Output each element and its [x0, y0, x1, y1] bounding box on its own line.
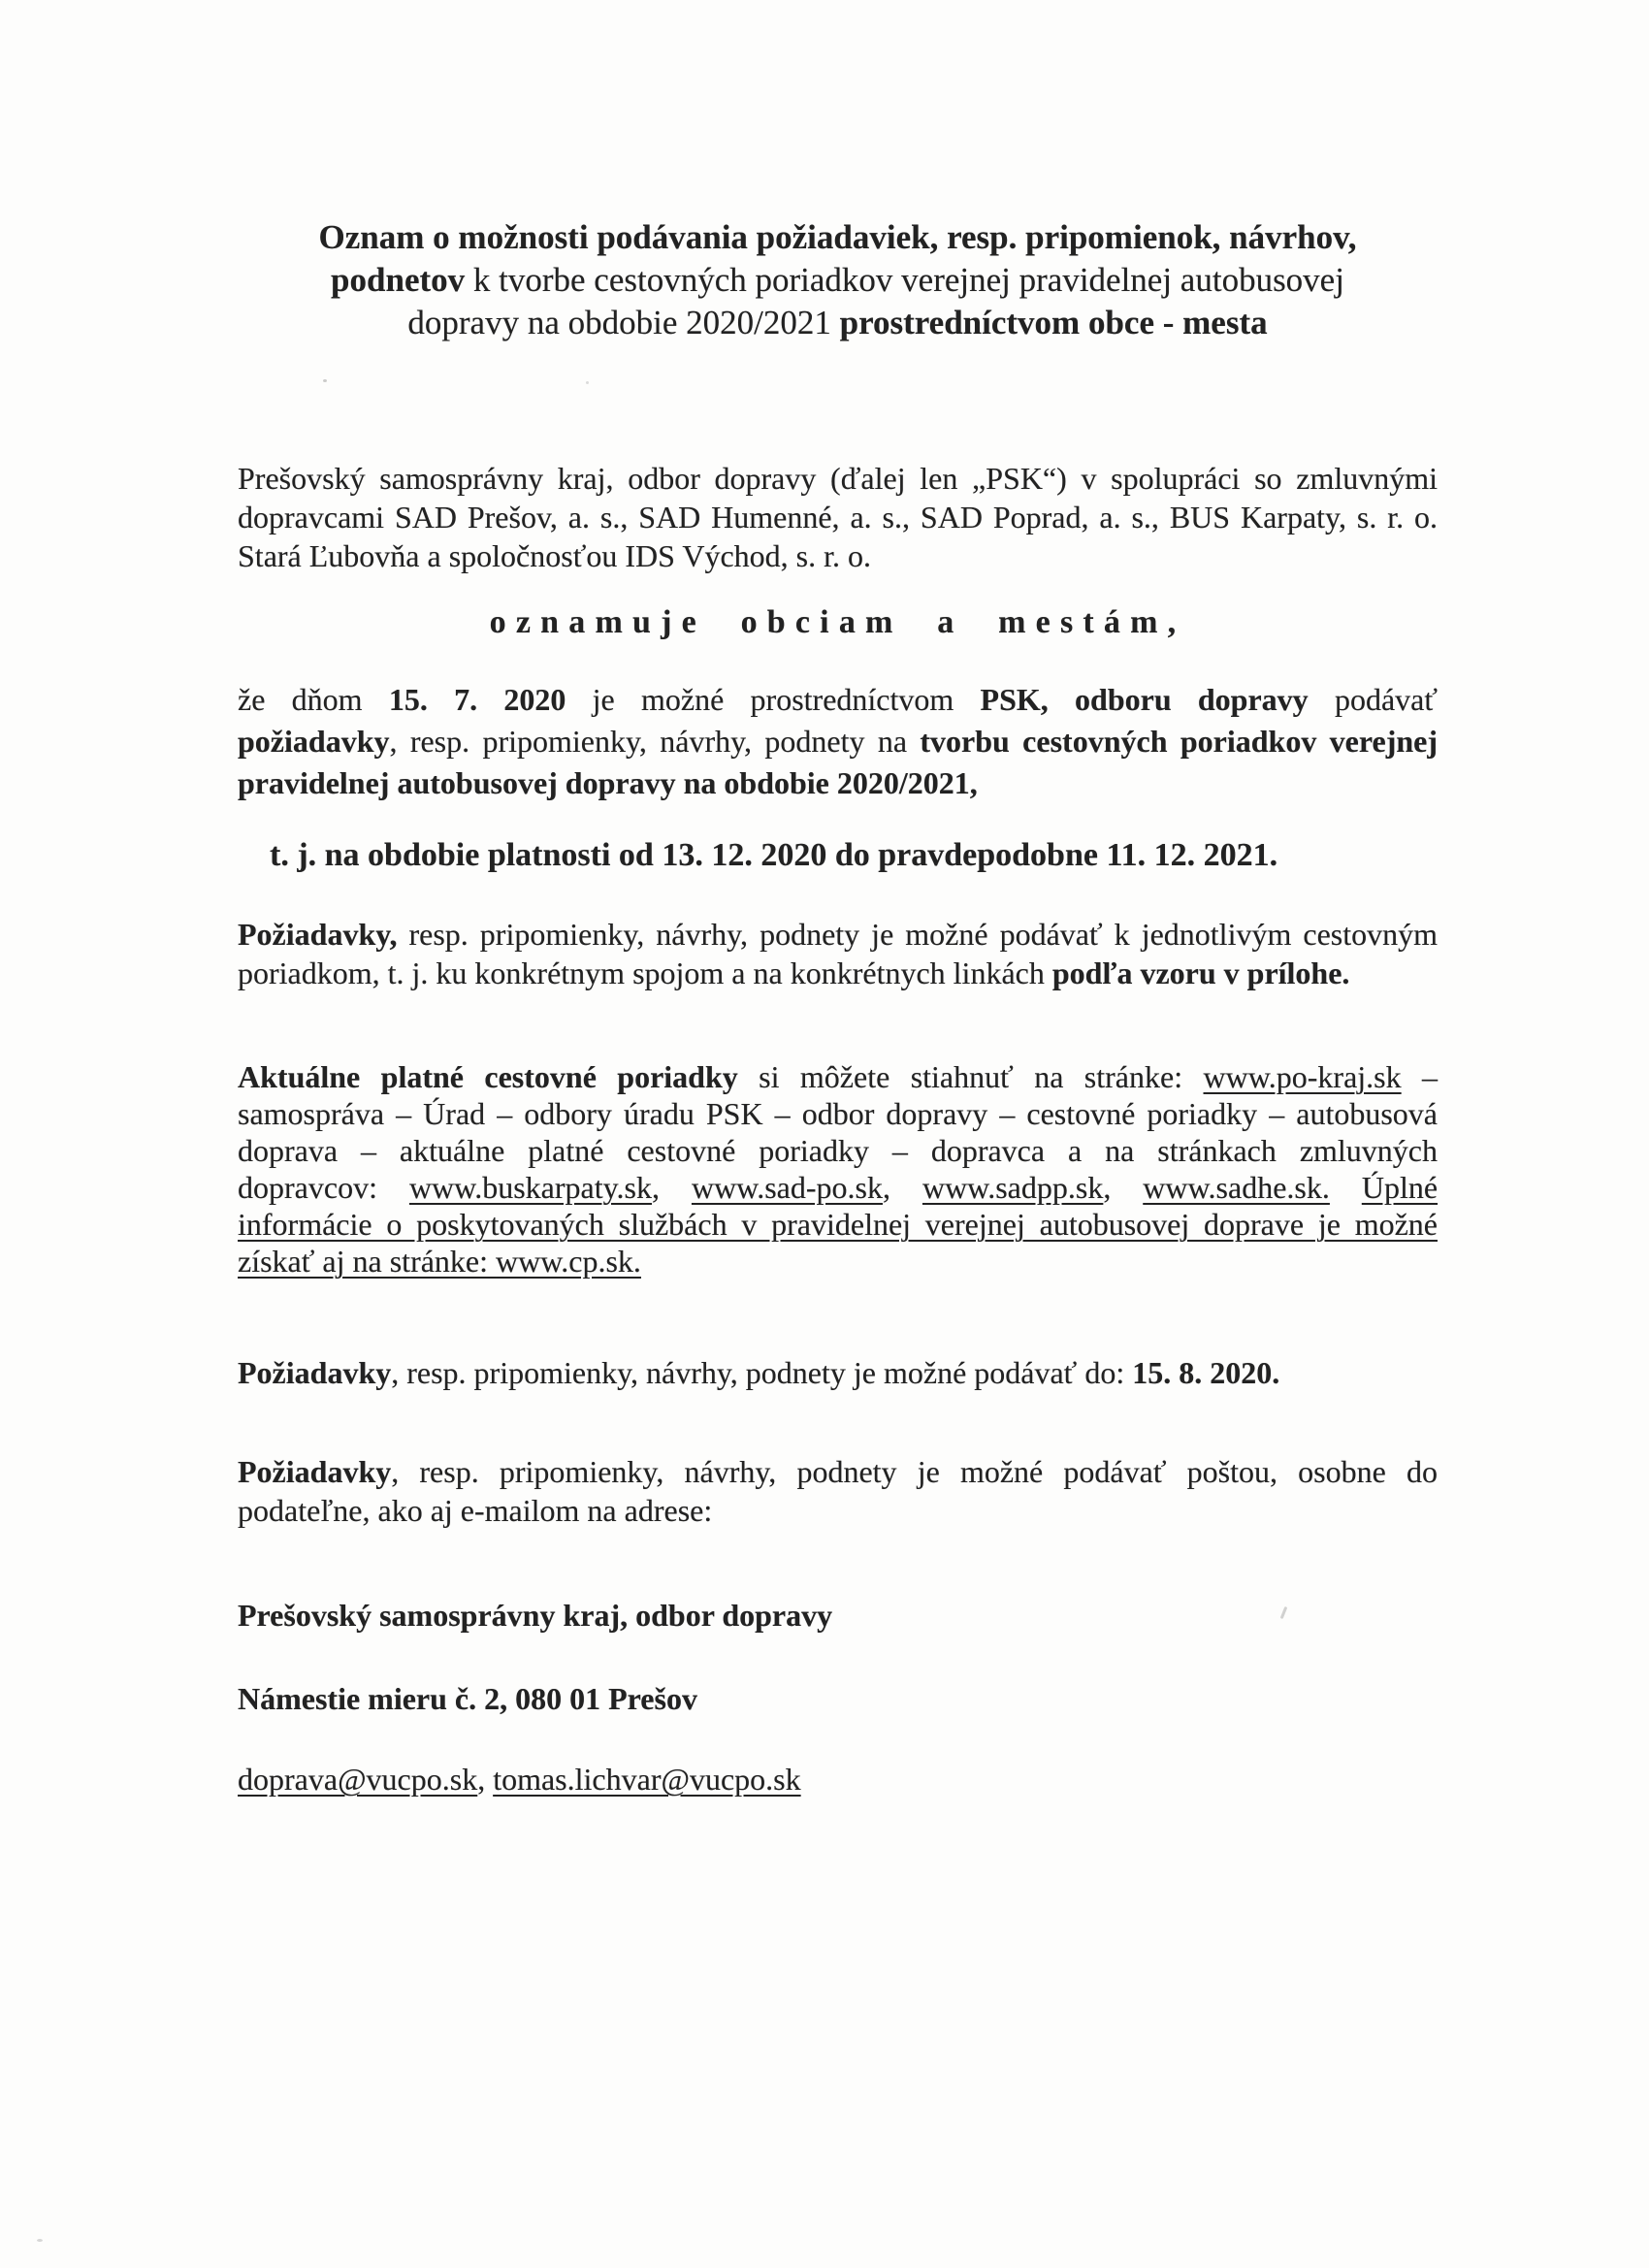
paragraph-intro	[238, 459, 1438, 575]
text-segment: že dňom	[238, 682, 389, 717]
text-segment: , resp. pripomienky, návrhy, podnety je možné podávať poštou, osobne do	[391, 1454, 1438, 1489]
text-segment: podávať	[1308, 682, 1439, 717]
text-segment: Požiadavky	[238, 1355, 392, 1390]
text-segment: Prešovský samosprávny kraj, odbor dopravy (ďalej len „PSK“) v spolupráci so zmluvnými	[238, 461, 1438, 496]
text-segment: získať aj na stránke:	[238, 1244, 497, 1279]
scan-artifact	[586, 381, 589, 384]
text-segment: Požiadavky,	[238, 917, 398, 952]
text-segment: dopravcov:	[238, 1170, 409, 1205]
text-line	[238, 679, 1438, 721]
text-segment	[1330, 1170, 1362, 1205]
text-segment: Oznam o možnosti podávania požiadaviek, resp. pripomienok, návrhov,	[318, 218, 1357, 256]
text-segment: ,	[477, 1762, 494, 1797]
text-line	[238, 302, 1438, 344]
text-line	[238, 1452, 1438, 1491]
text-line	[238, 1760, 1438, 1798]
text-segment: Aktuálne platné cestovné poriadky	[238, 1059, 738, 1094]
paragraph-deadline	[238, 1353, 1438, 1392]
text-segment: resp. pripomienky, návrhy, podnety je možné podávať k jednotlivým cestovným	[397, 917, 1438, 952]
text-segment: Stará Ľubovňa a spoločnosťou IDS Východ, s. r. o.	[238, 538, 872, 573]
footer-organization: Prešovský samosprávny kraj, odbor dopravy	[238, 1598, 833, 1633]
text-segment: –	[1401, 1059, 1439, 1094]
text-line	[238, 1206, 1438, 1243]
link-www-cp-sk: www.cp.sk.	[496, 1244, 641, 1279]
text-segment: podnetov	[331, 261, 466, 299]
text-line	[238, 1095, 1438, 1132]
paragraph-requests-detail	[238, 915, 1438, 992]
footer-emails	[238, 1760, 1438, 1798]
text-segment: podateľne, ako aj e-mailom na adrese:	[238, 1493, 713, 1528]
text-line	[238, 762, 1438, 804]
text-segment: ,	[882, 1170, 922, 1205]
text-line	[238, 721, 1438, 762]
link-www-sadhe-sk: www.sadhe.sk.	[1143, 1170, 1330, 1205]
text-segment: Požiadavky	[238, 1454, 392, 1489]
text-segment: dopravcami SAD Prešov, a. s., SAD Humenné, a. s., SAD Poprad, a. s., BUS Karpaty, s. r. o.	[238, 500, 1438, 535]
text-line	[238, 536, 1438, 575]
text-segment: poriadkom, t. j. ku konkrétnym spojom a na konkrétnych linkách	[238, 956, 1052, 990]
text-segment: ,	[651, 1170, 692, 1205]
text-segment: doprava – aktuálne platné cestovné poriadky – dopravca a na stránkach zmluvných	[238, 1133, 1438, 1168]
paragraph-submission-methods	[238, 1452, 1438, 1530]
footer-address: Námestie mieru č. 2, 080 01 Prešov	[238, 1681, 697, 1716]
email-doprava-vucpo-sk: doprava@vucpo.sk	[238, 1762, 478, 1797]
scan-artifact	[37, 2239, 43, 2242]
text-line	[238, 1353, 1438, 1392]
announcement-line: oznamuje obciam a mestám,	[489, 604, 1186, 640]
link-www-po-kraj-sk: www.po-kraj.sk	[1203, 1059, 1402, 1094]
paragraph-notice	[238, 679, 1438, 804]
text-line	[238, 1169, 1438, 1206]
text-line	[238, 1132, 1438, 1169]
text-line	[238, 498, 1438, 536]
text-segment: si môžete stiahnuť na stránke:	[737, 1059, 1204, 1094]
text-segment: ,	[1103, 1170, 1144, 1205]
document-content	[238, 216, 1438, 1798]
text-segment: 15. 8. 2020.	[1132, 1355, 1280, 1390]
text-segment: tvorbu cestovných poriadkov verejnej	[920, 724, 1439, 759]
paragraph-timetables-info	[238, 1058, 1438, 1280]
document-title	[238, 216, 1438, 344]
text-line	[238, 459, 1438, 498]
text-segment: Úplné	[1361, 1170, 1439, 1205]
text-segment: , resp. pripomienky, návrhy, podnety je možné podávať do:	[391, 1355, 1133, 1390]
email-tomas-lichvar-vucpo-sk: tomas.lichvar@vucpo.sk	[493, 1762, 801, 1797]
text-segment: dopravy na obdobie 2020/2021	[407, 304, 840, 341]
validity-period-line: t. j. na obdobie platnosti od 13. 12. 2020 do pravdepodobne 11. 12. 2021.	[270, 837, 1278, 873]
link-www-buskarpaty-sk: www.buskarpaty.sk	[408, 1170, 652, 1205]
text-line	[238, 954, 1438, 992]
link-www-sadpp-sk: www.sadpp.sk	[922, 1170, 1104, 1205]
text-segment: PSK, odboru dopravy	[980, 682, 1309, 717]
text-segment: pravidelnej autobusovej dopravy na obdobie 2020/2021,	[238, 765, 978, 800]
text-line	[238, 1491, 1438, 1530]
text-segment: 15. 7. 2020	[388, 682, 566, 717]
text-segment: požiadavky	[238, 724, 390, 759]
text-segment: k tvorbe cestovných poriadkov verejnej pravidelnej autobusovej	[465, 261, 1344, 299]
text-segment: , resp. pripomienky, návrhy, podnety na	[389, 724, 921, 759]
text-segment: informácie o poskytovaných službách v pravidelnej verejnej autobusovej doprave je možné	[238, 1207, 1438, 1242]
link-www-sad-po-sk: www.sad-po.sk	[691, 1170, 883, 1205]
text-line	[238, 1058, 1438, 1095]
text-segment: samospráva – Úrad – odbory úradu PSK – odbor dopravy – cestovné poriadky – autobusová	[238, 1096, 1438, 1131]
text-line	[238, 259, 1438, 302]
text-line	[238, 915, 1438, 954]
text-segment: prostredníctvom obce - mesta	[839, 304, 1268, 341]
text-line	[238, 1243, 1438, 1280]
text-segment: podľa vzoru v prílohe.	[1051, 956, 1350, 990]
text-line	[238, 216, 1438, 259]
text-segment: je možné prostredníctvom	[566, 682, 981, 717]
scan-artifact	[323, 379, 327, 382]
